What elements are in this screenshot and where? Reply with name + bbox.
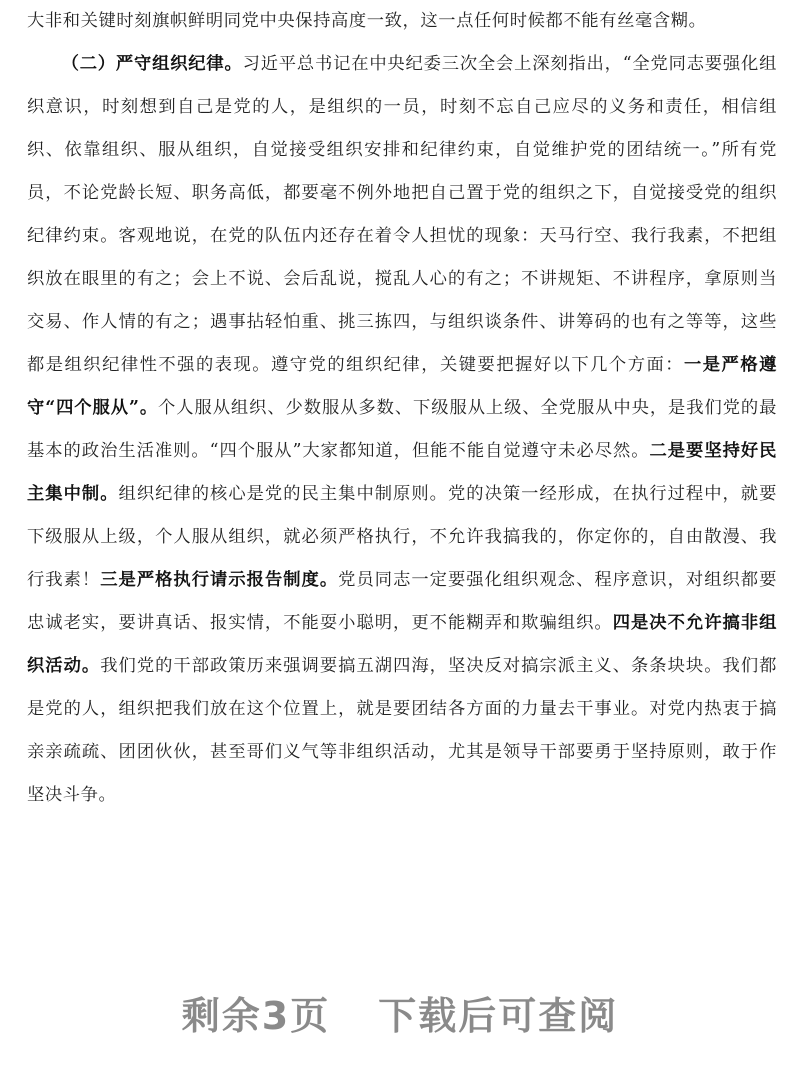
paragraph-organization-discipline	[27, 43, 777, 817]
point-three-heading: 三是严格执行请示报告制度。	[100, 570, 339, 590]
paragraph-text: 个人服从组织、少数服从多数、下级服从上级、全党服从中央，是我们党的最基本的政治生活准则。“四个服从”大家都知道，但能不能自觉遵守未必尽然。	[27, 398, 778, 461]
point-four-heading: 四是决不允许搞非组织活动。	[27, 613, 778, 676]
section-heading: （二）严守组织纪律。	[61, 54, 243, 74]
point-two-heading: 二是要坚持好民主集中制。	[27, 441, 778, 504]
download-to-view-label: 下载后可查阅	[378, 994, 619, 1038]
paragraph-text: 党员同志一定要强化组织观念、程序意识，对组织都要忠诚老实，要讲真话、报实情，不能耍小聪明，更不能糊弄和欺骗组织。	[27, 570, 777, 633]
intro-line: 大非和关键时刻旗帜鲜明同党中央保持高度一致，这一点任何时候都不能有丝毫含糊。	[27, 11, 707, 31]
paragraph-text: 组织纪律的核心是党的民主集中制原则。党的决策一经形成，在执行过程中，就要下级服从上级，个人服从组织，就必须严格执行，不允许我搞我的，你定你的，自由散漫、我行我素！	[27, 484, 777, 590]
point-one-heading: 一是严格遵守“四个服从”。	[27, 355, 777, 418]
paragraph-text: 习近平总书记在中央纪委三次全会上深刻指出，“全党同志要强化组织意识，时刻想到自己是党的人，是组织的一员，时刻不忘自己应尽的义务和责任，相信组织、依靠组织、服从组织，自觉接受组织安排和纪律约束，自觉维护党的团结统一。”所有党员，不论党龄长短、职务高低，都要毫不例外地把自己置于党的组织之下，自觉接受党的组织纪律约束。客观地说，在党的队伍内还存在着令人担忧的现象：天马行空、我行我素，不把组织放在眼里的有之；会上不说、会后乱说，搅乱人心的有之；不讲规矩、不讲程序，拿原则当交易、作人情的有之；遇事拈轻怕重、挑三拣四，与组织谈条件、讲筹码的也有之等等，这些都是组织纪律性不强的表现。遵守党的组织纪律，关键要把握好以下几个方面：	[27, 54, 777, 375]
download-banner[interactable]	[0, 985, 800, 1045]
paragraph-text: 我们党的干部政策历来强调要搞五湖四海，坚决反对搞宗派主义、条条块块。我们都是党的人，组织把我们放在这个位置上，就是要团结各方面的力量去干事业。对党内热衷于搞亲亲疏疏、团团伙伙，甚至哥们义气等非组织活动，尤其是领导干部要勇于坚持原则，敢于作坚决斗争。	[27, 656, 777, 805]
remaining-pages-label: 剩余3页	[181, 994, 331, 1038]
document-body	[27, 0, 777, 817]
